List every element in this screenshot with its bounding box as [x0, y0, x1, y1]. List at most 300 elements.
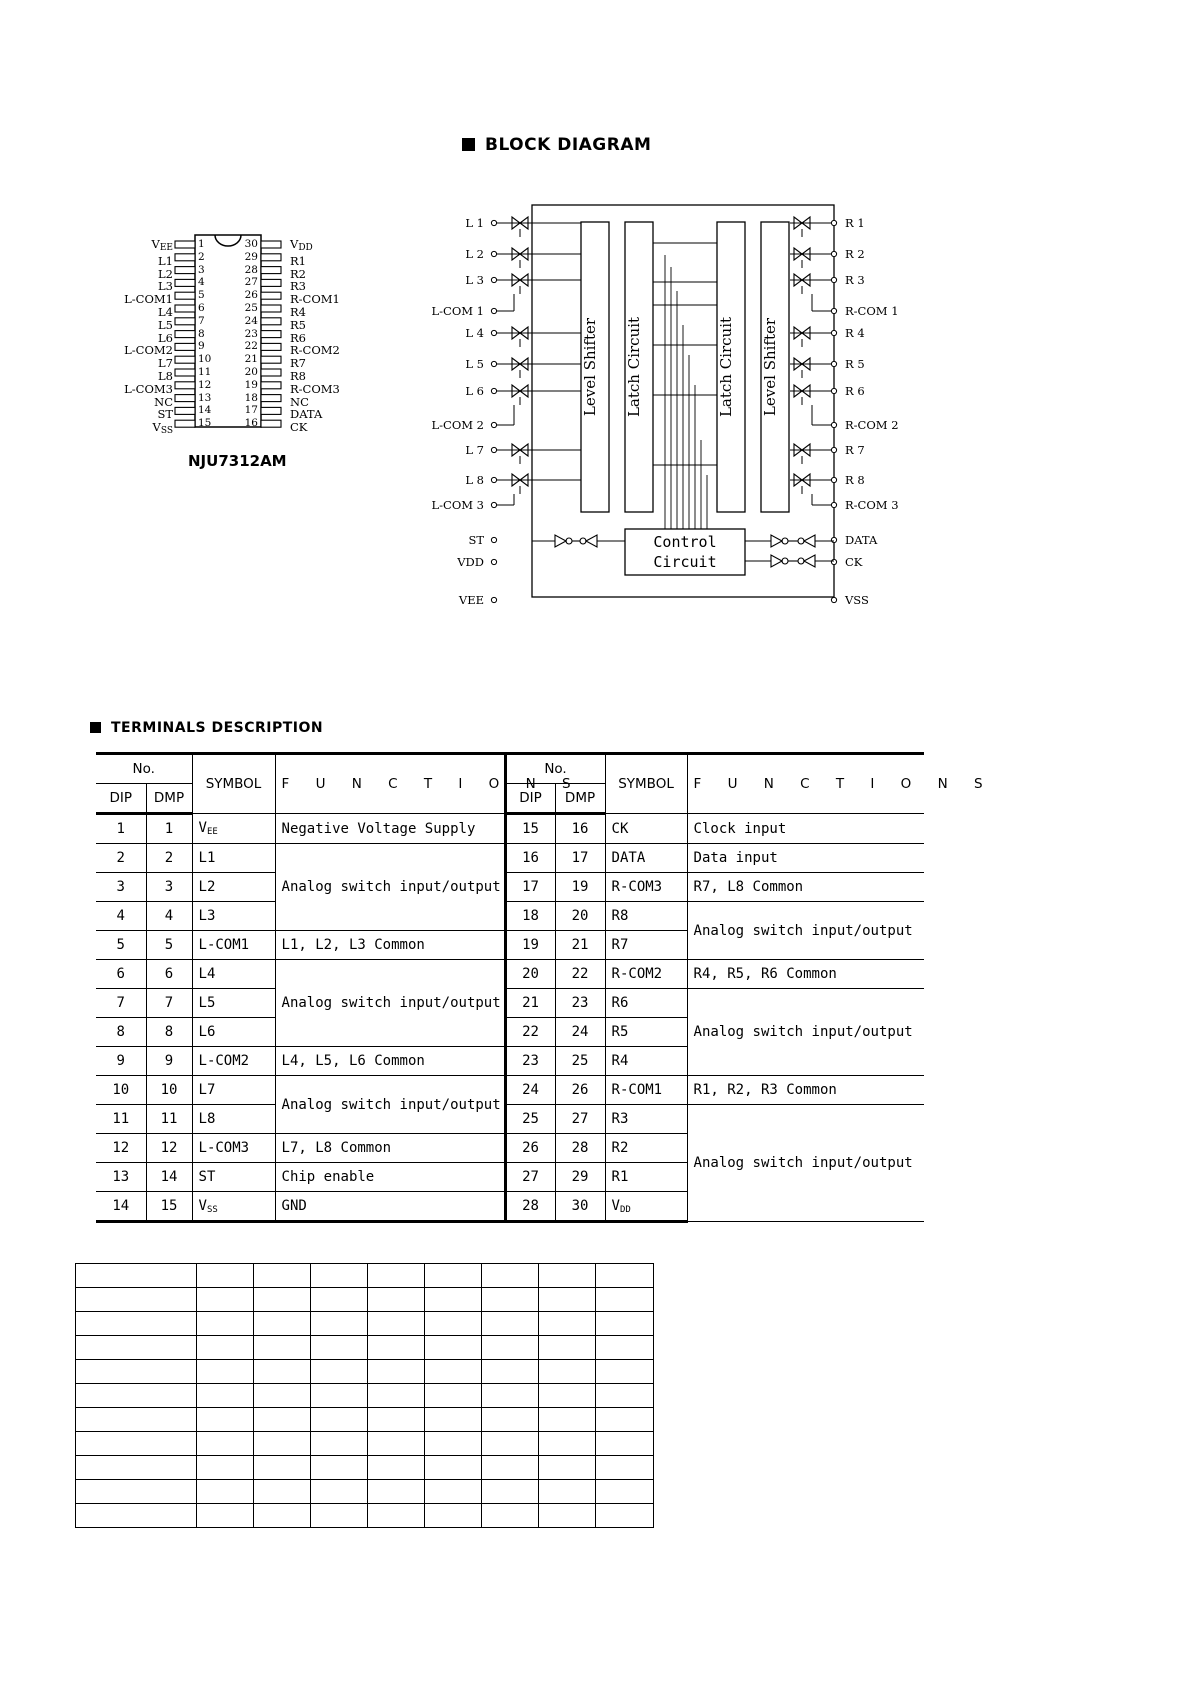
grid-cell	[596, 1360, 654, 1384]
grid-cell	[596, 1408, 654, 1432]
right-dip-cell: 22	[505, 1018, 555, 1047]
symbol-cell: L3	[192, 902, 275, 931]
left-pin-lead	[175, 369, 195, 376]
left-pin-lead	[175, 356, 195, 363]
right-dip-cell: 24	[505, 1076, 555, 1105]
right-symbol-cell: R6	[605, 989, 687, 1018]
grid-cell	[482, 1408, 539, 1432]
header-dip-right: DIP	[505, 784, 555, 814]
right-pin-lead	[261, 420, 281, 427]
right-terminal-dot-9	[831, 477, 836, 482]
right-dmp-cell: 19	[555, 873, 605, 902]
pin-label-left-9: L7	[158, 356, 173, 371]
grid-cell	[482, 1384, 539, 1408]
right-function-cell: Analog switch input/output	[687, 989, 924, 1076]
pin-label-right-10: R8	[290, 368, 306, 383]
pin-label-right-9: R7	[290, 356, 306, 371]
left-terminal-label-4: L 4	[465, 326, 484, 340]
right-terminal-dot-6	[831, 388, 836, 393]
grid-cell	[311, 1288, 368, 1312]
pin-label-right-1: R1	[290, 253, 306, 268]
grid-cell	[539, 1336, 596, 1360]
left-terminal-label-3: L-COM 1	[431, 304, 484, 318]
grid-cell	[197, 1456, 254, 1480]
header-dmp-right: DMP	[555, 784, 605, 814]
control-label-line2: Circuit	[653, 553, 717, 571]
grid-row	[76, 1288, 654, 1312]
grid-cell	[482, 1264, 539, 1288]
grid-cell	[254, 1264, 311, 1288]
heading-bullet-icon	[90, 722, 101, 733]
pin-number-left-11: 12	[198, 378, 212, 391]
dip-cell: 6	[96, 960, 146, 989]
terminals-table	[96, 752, 994, 1223]
right-terminal-label-9: R 8	[845, 473, 865, 487]
function-cell: Chip enable	[275, 1163, 505, 1192]
grid-cell	[539, 1456, 596, 1480]
grid-cell	[482, 1432, 539, 1456]
symbol-cell: L-COM2	[192, 1047, 275, 1076]
table-row	[96, 902, 924, 931]
right-terminal-label-4: R 4	[845, 326, 865, 340]
right-function-cell: R4, R5, R6 Common	[687, 960, 924, 989]
left-terminal-dot-1	[491, 251, 496, 256]
grid-cell	[482, 1336, 539, 1360]
grid-cell	[197, 1408, 254, 1432]
right-dmp-cell: 25	[555, 1047, 605, 1076]
dmp-cell: 14	[146, 1163, 192, 1192]
pin-number-right-0: 30	[244, 238, 258, 250]
pin-number-right-8: 22	[244, 340, 258, 353]
function-cell: Negative Voltage Supply	[275, 814, 505, 844]
right-terminal-dot-1	[831, 251, 836, 256]
pin-number-left-13: 14	[198, 404, 212, 417]
latch-circuit-left-label: Latch Circuit	[625, 316, 643, 418]
right-dmp-cell: 29	[555, 1163, 605, 1192]
left-terminal-label-2: L 3	[465, 273, 484, 287]
left-terminal-label-10: L-COM 3	[431, 498, 484, 512]
right-dmp-cell: 20	[555, 902, 605, 931]
left-terminal-label-7: L-COM 2	[431, 418, 484, 432]
pin-label-right-12: NC	[290, 394, 309, 409]
pin-label-left-13: ST	[157, 407, 173, 422]
right-terminal-dot-0	[831, 220, 836, 225]
right-terminal-dot-10	[831, 502, 836, 507]
grid-cell	[596, 1288, 654, 1312]
pin-label-right-14: CK	[290, 420, 308, 435]
pin-number-right-3: 27	[244, 276, 258, 289]
pin-label-left-10: L8	[158, 368, 173, 383]
grid-cell	[311, 1264, 368, 1288]
pin-label-right-8: R-COM2	[290, 343, 340, 358]
grid-cell	[76, 1432, 197, 1456]
grid-cell	[539, 1408, 596, 1432]
grid-cell	[596, 1480, 654, 1504]
right-terminal-label-13: VSS	[845, 593, 869, 607]
right-pin-lead	[261, 318, 281, 325]
grid-cell	[425, 1360, 482, 1384]
dip-cell: 12	[96, 1134, 146, 1163]
pin-number-left-14: 15	[198, 417, 212, 430]
right-dmp-cell: 27	[555, 1105, 605, 1134]
grid-cell	[539, 1264, 596, 1288]
level-shifter-right-label: Level Shifter	[761, 317, 779, 417]
grid-row	[76, 1312, 654, 1336]
latch-circuit-right-label: Latch Circuit	[717, 316, 735, 418]
grid-cell	[425, 1432, 482, 1456]
right-pin-lead	[261, 369, 281, 376]
dmp-cell: 10	[146, 1076, 192, 1105]
grid-cell	[311, 1480, 368, 1504]
grid-cell	[368, 1312, 425, 1336]
pin-number-left-5: 6	[198, 301, 205, 314]
grid-cell	[368, 1408, 425, 1432]
grid-cell	[311, 1504, 368, 1528]
symbol-cell: L1	[192, 844, 275, 873]
dip-cell: 1	[96, 814, 146, 844]
right-terminal-dot-7	[831, 422, 836, 427]
dmp-cell: 5	[146, 931, 192, 960]
left-terminal-label-8: L 7	[465, 443, 484, 457]
grid-cell	[311, 1384, 368, 1408]
right-dip-cell: 19	[505, 931, 555, 960]
grid-cell	[482, 1504, 539, 1528]
grid-cell	[368, 1384, 425, 1408]
right-terminal-dot-2	[831, 277, 836, 282]
right-dmp-cell: 26	[555, 1076, 605, 1105]
pin-number-right-5: 25	[244, 301, 258, 314]
grid-cell	[197, 1360, 254, 1384]
grid-cell	[596, 1504, 654, 1528]
right-dmp-cell: 21	[555, 931, 605, 960]
right-dmp-cell: 17	[555, 844, 605, 873]
pin-number-left-0: 1	[198, 238, 205, 250]
symbol-cell: ST	[192, 1163, 275, 1192]
pin-label-left-4: L-COM1	[124, 292, 173, 307]
symbol-cell: L7	[192, 1076, 275, 1105]
right-pin-lead	[261, 305, 281, 312]
right-terminal-label-6: R 6	[845, 384, 865, 398]
right-symbol-cell: $V_{DD}$	[605, 1192, 687, 1222]
right-dmp-cell: 24	[555, 1018, 605, 1047]
pin-number-left-9: 10	[198, 353, 212, 366]
right-symbol-cell: R-COM1	[605, 1076, 687, 1105]
dip-cell: 11	[96, 1105, 146, 1134]
left-terminal-dot-7	[491, 422, 496, 427]
grid-row	[76, 1456, 654, 1480]
left-terminal-dot-2	[491, 277, 496, 282]
right-terminal-dot-11	[831, 537, 836, 542]
left-terminal-label-0: L 1	[465, 216, 484, 230]
pin-label-right-6: R5	[290, 317, 306, 332]
right-dmp-cell: 30	[555, 1192, 605, 1222]
symbol-cell: $V_{EE}$	[192, 814, 275, 844]
dip-cell: 3	[96, 873, 146, 902]
right-dmp-cell: 22	[555, 960, 605, 989]
grid-cell	[368, 1456, 425, 1480]
grid-cell	[76, 1360, 197, 1384]
function-cell: GND	[275, 1192, 505, 1222]
right-pin-lead	[261, 241, 281, 248]
right-function-cell: Analog switch input/output	[687, 902, 924, 960]
pin-number-left-8: 9	[198, 340, 205, 353]
header-symbol-right: SYMBOL	[605, 754, 687, 814]
grid-cell	[368, 1288, 425, 1312]
left-pin-lead	[175, 395, 195, 402]
right-dmp-cell: 28	[555, 1134, 605, 1163]
grid-cell	[254, 1288, 311, 1312]
right-terminal-label-7: R-COM 2	[845, 418, 899, 432]
left-terminal-dot-8	[491, 447, 496, 452]
left-pin-lead	[175, 267, 195, 274]
right-terminal-dot-8	[831, 447, 836, 452]
left-terminal-dot-0	[491, 220, 496, 225]
right-symbol-cell: R-COM3	[605, 873, 687, 902]
pin-label-left-1: L1	[158, 253, 173, 268]
grid-cell	[539, 1384, 596, 1408]
dmp-cell: 4	[146, 902, 192, 931]
grid-cell	[311, 1432, 368, 1456]
grid-cell	[539, 1288, 596, 1312]
right-dip-cell: 20	[505, 960, 555, 989]
right-function-cell: R7, L8 Common	[687, 873, 924, 902]
grid-cell	[254, 1384, 311, 1408]
left-terminal-dot-10	[491, 502, 496, 507]
pin-label-right-4: R-COM1	[290, 292, 340, 307]
left-terminal-label-6: L 6	[465, 384, 484, 398]
right-symbol-cell: R-COM2	[605, 960, 687, 989]
left-terminal-dot-11	[491, 537, 496, 542]
right-pin-lead	[261, 292, 281, 299]
pin-label-right-2: R2	[290, 266, 306, 281]
heading-bullet-icon	[462, 138, 475, 151]
grid-cell	[539, 1432, 596, 1456]
header-no-right: No.	[505, 754, 605, 784]
header-no: No.	[96, 754, 192, 784]
left-terminal-dot-12	[491, 559, 496, 564]
right-dmp-cell: 16	[555, 814, 605, 844]
grid-cell	[197, 1432, 254, 1456]
grid-cell	[425, 1336, 482, 1360]
grid-cell	[197, 1288, 254, 1312]
dip-cell: 9	[96, 1047, 146, 1076]
grid-cell	[197, 1312, 254, 1336]
right-pin-lead	[261, 267, 281, 274]
left-pin-lead	[175, 254, 195, 261]
right-symbol-cell: R8	[605, 902, 687, 931]
left-pin-lead	[175, 292, 195, 299]
pin-number-left-7: 8	[198, 327, 205, 340]
right-dip-cell: 16	[505, 844, 555, 873]
grid-cell	[368, 1480, 425, 1504]
grid-cell	[539, 1480, 596, 1504]
pin-number-right-9: 21	[244, 353, 258, 366]
right-terminal-label-0: R 1	[845, 216, 865, 230]
table-row	[96, 814, 924, 844]
dmp-cell: 6	[146, 960, 192, 989]
header-functions-right: F U N C T I O N S	[687, 754, 924, 814]
left-terminal-label-11: ST	[468, 533, 484, 547]
pin-number-right-6: 24	[244, 314, 258, 327]
empty-grid-table	[75, 1263, 654, 1528]
pin-number-right-1: 29	[244, 250, 258, 263]
left-pin-lead	[175, 318, 195, 325]
right-symbol-cell: R4	[605, 1047, 687, 1076]
left-pin-lead	[175, 420, 195, 427]
left-pin-lead	[175, 382, 195, 389]
grid-cell	[254, 1312, 311, 1336]
right-dip-cell: 25	[505, 1105, 555, 1134]
dip-cell: 10	[96, 1076, 146, 1105]
grid-cell	[254, 1336, 311, 1360]
grid-cell	[254, 1480, 311, 1504]
pin-label-right-5: R4	[290, 304, 306, 319]
block-diagram-graphic	[431, 195, 920, 615]
right-dip-cell: 21	[505, 989, 555, 1018]
function-cell: Analog switch input/output	[275, 844, 505, 931]
right-function-cell: Data input	[687, 844, 924, 873]
grid-cell	[76, 1288, 197, 1312]
pin-label-right-3: R3	[290, 279, 306, 294]
right-symbol-cell: R1	[605, 1163, 687, 1192]
pin-number-right-14: 16	[244, 417, 258, 430]
right-terminal-label-11: DATA	[845, 533, 878, 547]
symbol-cell: L6	[192, 1018, 275, 1047]
grid-cell	[368, 1432, 425, 1456]
pin-label-left-12: NC	[154, 394, 173, 409]
function-cell: Analog switch input/output	[275, 960, 505, 1047]
grid-cell	[311, 1312, 368, 1336]
right-dip-cell: 15	[505, 814, 555, 844]
function-cell: L7, L8 Common	[275, 1134, 505, 1163]
grid-cell	[311, 1360, 368, 1384]
dmp-cell: 3	[146, 873, 192, 902]
table-row	[96, 873, 924, 902]
grid-cell	[596, 1432, 654, 1456]
grid-cell	[76, 1336, 197, 1360]
right-dip-cell: 27	[505, 1163, 555, 1192]
pin-number-right-4: 26	[244, 289, 258, 302]
grid-cell	[368, 1336, 425, 1360]
table-row	[96, 960, 924, 989]
right-dip-cell: 18	[505, 902, 555, 931]
grid-cell	[254, 1504, 311, 1528]
left-terminal-label-9: L 8	[465, 473, 484, 487]
right-terminal-label-12: CK	[845, 555, 863, 569]
grid-cell	[311, 1456, 368, 1480]
grid-cell	[482, 1360, 539, 1384]
table-row	[96, 844, 924, 873]
pin-label-left-6: L5	[158, 317, 173, 332]
grid-cell	[76, 1456, 197, 1480]
pin-number-left-6: 7	[198, 314, 205, 327]
symbol-cell: L5	[192, 989, 275, 1018]
grid-row	[76, 1432, 654, 1456]
right-function-cell: Analog switch input/output	[687, 1105, 924, 1222]
block-diagram	[431, 195, 920, 615]
right-pin-lead	[261, 395, 281, 402]
grid-cell	[425, 1384, 482, 1408]
grid-cell	[425, 1312, 482, 1336]
pin-number-left-1: 2	[198, 250, 205, 263]
grid-cell	[197, 1384, 254, 1408]
symbol-cell: L-COM1	[192, 931, 275, 960]
function-cell: L4, L5, L6 Common	[275, 1047, 505, 1076]
symbol-cell: L4	[192, 960, 275, 989]
right-function-cell: Clock input	[687, 814, 924, 844]
grid-cell	[254, 1360, 311, 1384]
left-terminal-dot-3	[491, 308, 496, 313]
grid-cell	[482, 1480, 539, 1504]
ic-pinout	[108, 230, 358, 437]
grid-cell	[197, 1480, 254, 1504]
grid-cell	[76, 1312, 197, 1336]
left-terminal-label-5: L 5	[465, 357, 484, 371]
right-symbol-cell: R5	[605, 1018, 687, 1047]
right-pin-lead	[261, 279, 281, 286]
symbol-cell: $V_{SS}$	[192, 1192, 275, 1222]
grid-cell	[311, 1408, 368, 1432]
dip-cell: 7	[96, 989, 146, 1018]
pin-label-left-0: $V_{EE}$	[151, 237, 173, 253]
header-functions: F U N C T I O N S	[275, 754, 505, 814]
pin-label-right-7: R6	[290, 330, 306, 345]
part-name: NJU7312AM	[188, 452, 287, 470]
dmp-cell: 2	[146, 844, 192, 873]
right-terminal-label-2: R 3	[845, 273, 865, 287]
dip-cell: 4	[96, 902, 146, 931]
grid-cell	[425, 1504, 482, 1528]
right-dip-cell: 26	[505, 1134, 555, 1163]
right-terminal-dot-5	[831, 361, 836, 366]
dmp-cell: 15	[146, 1192, 192, 1222]
grid-row	[76, 1384, 654, 1408]
pin-number-right-2: 28	[244, 263, 258, 276]
grid-cell	[596, 1264, 654, 1288]
function-cell: Analog switch input/output	[275, 1076, 505, 1134]
grid-cell	[482, 1288, 539, 1312]
grid-cell	[76, 1408, 197, 1432]
grid-row	[76, 1480, 654, 1504]
dmp-cell: 7	[146, 989, 192, 1018]
right-symbol-cell: R2	[605, 1134, 687, 1163]
right-dip-cell: 28	[505, 1192, 555, 1222]
header-symbol: SYMBOL	[192, 754, 275, 814]
right-symbol-cell: CK	[605, 814, 687, 844]
grid-cell	[197, 1504, 254, 1528]
pin-number-right-11: 19	[244, 378, 258, 391]
left-terminal-dot-9	[491, 477, 496, 482]
right-terminal-dot-12	[831, 559, 836, 564]
pin-label-left-8: L-COM2	[124, 343, 173, 358]
right-terminal-label-1: R 2	[845, 247, 865, 261]
grid-cell	[596, 1336, 654, 1360]
right-symbol-cell: R3	[605, 1105, 687, 1134]
right-symbol-cell: DATA	[605, 844, 687, 873]
pin-label-right-0: $V_{DD}$	[290, 237, 313, 253]
left-terminal-label-13: VEE	[458, 593, 484, 607]
pin-label-left-2: L2	[158, 266, 173, 281]
table-row	[96, 1105, 924, 1134]
pin-number-left-2: 3	[198, 263, 205, 276]
right-terminal-label-8: R 7	[845, 443, 865, 457]
grid-cell	[368, 1360, 425, 1384]
symbol-cell: L2	[192, 873, 275, 902]
grid-row	[76, 1264, 654, 1288]
grid-cell	[596, 1312, 654, 1336]
left-pin-lead	[175, 241, 195, 248]
pin-label-right-13: DATA	[290, 407, 323, 422]
